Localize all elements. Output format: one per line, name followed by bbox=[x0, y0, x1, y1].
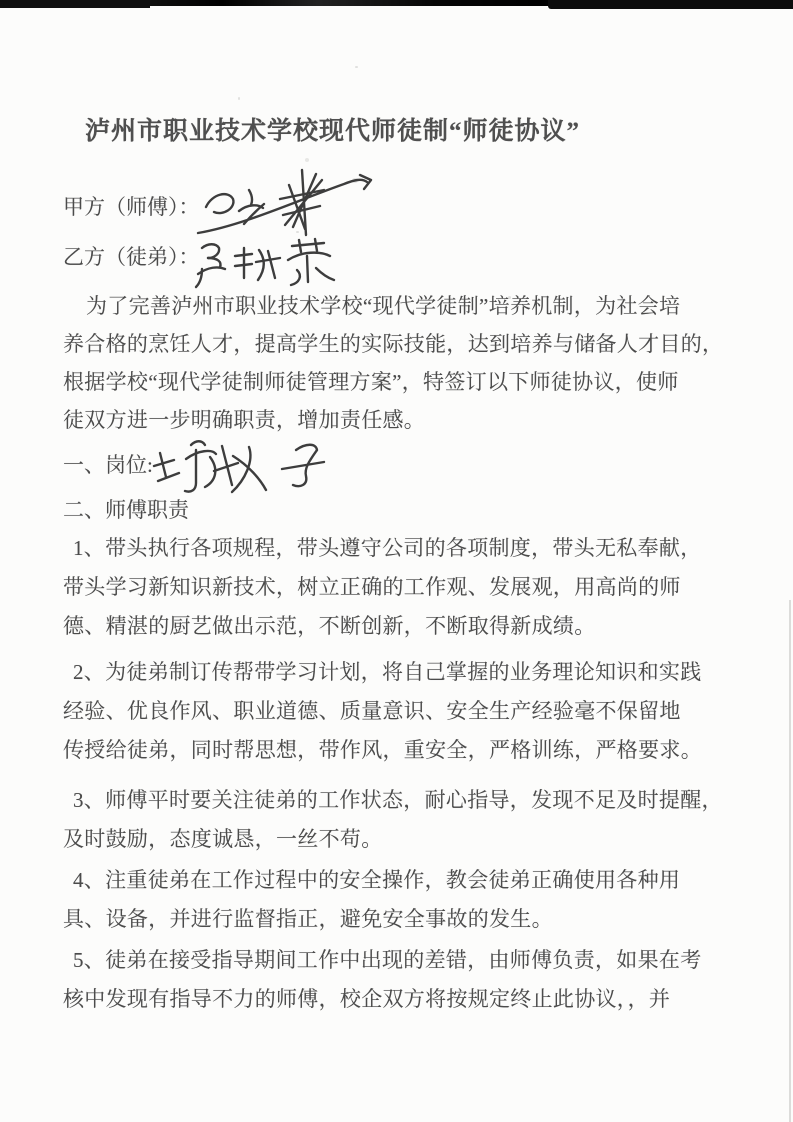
duty-item-4 bbox=[63, 861, 680, 939]
duty-item-3 bbox=[63, 781, 723, 859]
scan-artifact-right-edge bbox=[789, 600, 791, 1122]
text-line: 核中发现有指导不力的师傅，校企双方将按规定终止此协议，，并 bbox=[63, 987, 671, 1011]
party-b-line bbox=[63, 242, 200, 272]
text-line: 4、注重徒弟在工作过程中的安全操作，教会徒弟正确使用各种用 bbox=[73, 868, 681, 892]
text-line: 传授给徒弟，同时帮思想，带作风，重安全，严格训练，严格要求。 bbox=[63, 738, 702, 762]
text-line: 3、师傅平时要关注徒弟的工作状态，耐心指导，发现不足及时提醒， bbox=[73, 788, 723, 812]
text-line: 1、带头执行各项规程，带头遵守公司的各项制度，带头无私奉献， bbox=[73, 536, 702, 560]
party-b-label: 乙方（徒弟）： bbox=[63, 245, 200, 269]
section-position-heading bbox=[63, 450, 153, 480]
party-a-line bbox=[63, 192, 200, 222]
scan-artifact-top-left bbox=[0, 0, 150, 8]
text-line: 养合格的烹饪人才，提高学生的实际技能，达到培养与储备人才目的， bbox=[63, 332, 724, 356]
text-line: 为了完善泸州市职业技术学校“现代学徒制”培养机制，为社会培 bbox=[86, 294, 681, 318]
scan-speck bbox=[355, 66, 358, 68]
intro-paragraph bbox=[63, 287, 723, 439]
text-line: 5、徒弟在接受指导期间工作中出现的差错，由师傅负责，如果在考 bbox=[73, 948, 702, 972]
text-line: 经验、优良作风、职业道德、质量意识、安全生产经验毫不保留地 bbox=[63, 699, 681, 723]
duty-item-2 bbox=[63, 653, 702, 770]
scan-artifact-top-right bbox=[548, 0, 793, 9]
party-a-label: 甲方（师傅）： bbox=[63, 195, 200, 219]
text-line: 及时鼓励，态度诚恳，一丝不苟。 bbox=[63, 827, 383, 851]
duty-item-1 bbox=[63, 529, 702, 646]
party-a-signature-handwriting bbox=[192, 163, 392, 241]
scan-speck bbox=[305, 158, 309, 162]
text-line: 根据学校“现代学徒制师徒管理方案”，特签订以下师徒协议，使师 bbox=[63, 370, 679, 394]
text-line: 徒双方进一步明确职责，增加责任感。 bbox=[63, 408, 426, 432]
text-line: 2、为徒弟制订传帮带学习计划，将自己掌握的业务理论知识和实践 bbox=[73, 660, 702, 684]
scan-speck bbox=[238, 97, 240, 100]
section-position-label: 一、岗位: bbox=[63, 453, 153, 477]
position-value-handwriting bbox=[146, 435, 346, 503]
duty-item-5 bbox=[63, 941, 702, 1019]
text-line: 德、精湛的厨艺做出示范，不断创新，不断取得新成绩。 bbox=[63, 614, 596, 638]
party-b-signature-handwriting bbox=[192, 236, 342, 292]
document-title: 泸州市职业技术学校现代师徒制“师徒协议” bbox=[85, 118, 581, 145]
text-line: 带头学习新知识新技术，树立正确的工作观、发展观，用高尚的师 bbox=[63, 575, 681, 599]
text-line: 具、设备，并进行监督指正，避免安全事故的发生。 bbox=[63, 907, 553, 931]
section-duties-heading: 二、师傅职责 bbox=[63, 498, 189, 522]
